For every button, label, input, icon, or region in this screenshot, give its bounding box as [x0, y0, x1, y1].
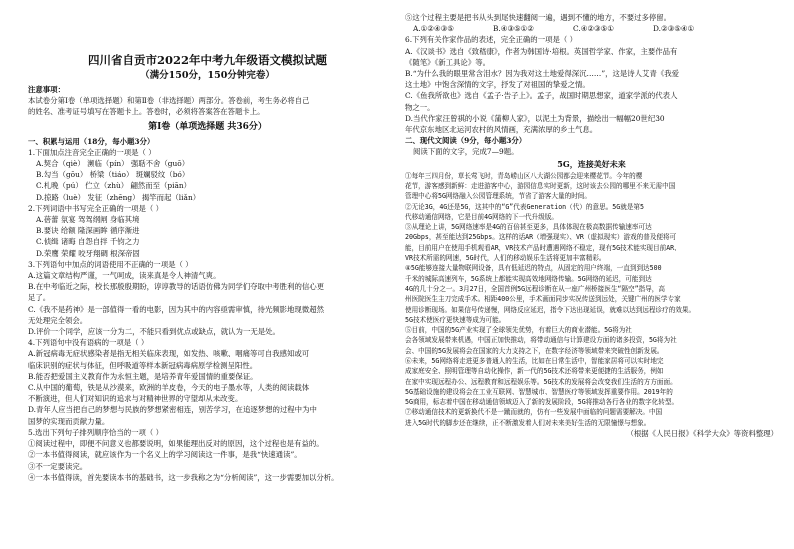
q3-line: 无处理完全领会。: [28, 315, 88, 325]
article-line: ⑤目前，中国的5G产业实现了全球领先优势，有着巨大的商业潜能。5G将为社: [405, 326, 632, 335]
article-line: 花节，游客感到新鲜：走进游客中心，游园信息实时更新，这时该去公园的哪里不来无需中国: [405, 181, 676, 190]
q3-line: 足了。: [28, 293, 51, 303]
q4-line: 不断演进，但人们对知识的追求与对精神世界的守望却从未改变。: [28, 394, 243, 404]
q6-line: 物之一。: [405, 102, 435, 112]
q5-line: ③不一定要读完。: [28, 461, 88, 471]
article-line: 会、中国的5G发展将会在国家的大力支持之下，在数字经济等领域带来突破性创新发展。: [405, 346, 664, 355]
article-line: ②无论3G，4G还是5G，这其中的“G”代表Generation（代）的意思。5G就是第5: [405, 202, 644, 211]
article-line: ①每年三四月份，草长莺飞时，青岛崂山区八大湖公园都会迎来樱花节。今年的樱: [405, 171, 643, 180]
q5-line: ①阅读过程中，即便不问意义也都要说明，如果能理出反对的原因，这个过程也是有益的。: [28, 439, 324, 449]
article-line: 管理中心将5G网络融入公园管理系统，节省了游客大量的时间。: [405, 192, 591, 201]
q1-option: D.掠路（luè） 发征（zhēng） 揭竿而起（liǎn）: [36, 192, 201, 202]
q5-option: C.④②③⑤①: [573, 24, 614, 34]
question-5: 5.选出下列句子排列顺序恰当的一项（ ）: [28, 427, 164, 437]
article-line: 20Gbps，甚至能达到25Gbps。这样的话AR（增强现实）、VR（虚拟现实）游戏的普及便将可: [405, 233, 677, 242]
q6-line: 这土地》中饱含深情的文字，抒发了对祖国的挚爱之情。: [405, 80, 590, 90]
question-4: 4.下列语句中没有语病的一项是（ ）: [28, 338, 149, 348]
q2-option: D.荣鹰 荣耀 咬牙翔碉 根深帝固: [36, 248, 140, 258]
question-3: 3.下列语句中加点的词语使用不正确的一项是（ ）: [28, 259, 193, 269]
article-line: 5G技术使医疗更快速等成为可能。: [405, 315, 506, 324]
article-line: 使用诊断现场。如果信号传递慢，网络反应延迟，指令下达出现延误，就难以达到远程诊疗的效果。: [405, 305, 696, 314]
q3-line: D.评价一个同学，应该一分为二，不能只看到优点或缺点，就认为一无是处。: [28, 327, 280, 337]
section2-heading: 二、现代文阅读（9分，每小题3分）: [405, 136, 527, 146]
q5-line: ⑤这个过程主要是把书从头到尾快速翻阅一遍，遇到不懂的地方，不要过多停留。: [405, 13, 672, 22]
q3-line: A.这篇文章结构严谨，一气呵成，读来真是令人神清气爽。: [28, 271, 221, 281]
article-line: 州医院医生主刀完成手术。相距400公里，手术画面同步实况传送到远处，关键广州的医学专家: [405, 295, 681, 304]
q1-option: A.契合（qiè） 濒临（pín） 强聒不舍（guō）: [36, 159, 190, 169]
exam-subtitle: （满分150分，150分钟完卷）: [140, 70, 275, 81]
notice-line: 本试卷分第Ⅰ卷（单项选择题）和第Ⅱ卷（非选择题）两部分。答卷前，考生务必将自己: [28, 96, 310, 106]
article-line: 能，目前用户在使用手机观看AR，VR技术产品时遭遇网络不稳定，现有5G技术能实现目前AR、: [405, 243, 681, 252]
article-line: 代移动通信网络，它是目前4G网络的下一代升级版。: [405, 212, 559, 221]
article-title: 5G，连接美好未来: [557, 158, 626, 169]
q4-line: B.能否把爱国主义教育作为永恒主题，是培养青年爱国情的重要保证。: [28, 371, 258, 381]
q5-line: ④一本书值得读，首先要读本书的基础书，这一步我称之为“分析阅读”，这一步需要加以分析。: [28, 472, 339, 482]
exam-title: 四川省自贡市2022年中考九年级语文模拟试题: [87, 53, 327, 67]
article-line: 进入5G时代的脚步还在继续，正不断激发着人们对未来美好生活的无限憧憬与想象。: [405, 418, 651, 427]
article-line: ④5G能够连接大量物联网设备，具有低延迟的特点，从固定的用户终端，一直到到达500: [405, 264, 662, 273]
q2-option: C.侦缉 诸晦 自怨自拌 千钧之力: [36, 237, 140, 247]
notice-heading: 注意事项：: [28, 85, 65, 94]
q1-option: C.札晚（pú） 伫立（zhù） 翩然而至（piān）: [36, 181, 192, 191]
q6-line: A.《汉谈书》选自《致嵇康》，作者为韩国诗·培根。英国哲学家、作家，主要作品有: [405, 46, 678, 56]
q4-line: 国梦的实现而贡献力量。: [28, 416, 110, 426]
article-line: 4G的几十分之一。3月27日，全国首例5G远程诊断在从一座广州桥接医生“隔空”指导，高: [405, 284, 665, 293]
q6-line: 《随笔》《新工具论》等。: [405, 57, 490, 67]
q4-line: D.青年人应当把自己的梦想与民族的梦想紧密相连，别苦学习，在追逐梦想的过程中为中: [28, 405, 317, 415]
q6-line: B.“为什么我的眼里常含泪水？因为我对这土地爱得深沉……”，这是诗人艾青《我爱: [405, 69, 680, 79]
article-line: 千米的城际高速列车，5G系统上都能实现高效地网络传输。5G网络的延迟，可能到达: [405, 274, 652, 283]
q6-line: D.当代作家汪曾祺的小说《蒲柳人家》，以泥土为背景，描绘出一幅幅20世纪30: [405, 113, 665, 123]
question-2: 2.下列词语中书写完全正确的一项是（ ）: [28, 203, 164, 213]
q5-option: B.④③⑤①②: [493, 24, 534, 34]
part1-heading: 第Ⅰ卷（单项选择题 共36分）: [148, 121, 267, 132]
question-6: 6.下列有关作家作品的表述，完全正确的一项是（ ）: [405, 35, 577, 45]
article-source: （根据《人民日报》《科学大众》等资料整理）: [626, 429, 778, 439]
article-line: ⑥未来，5G网络将走进更多普通人的生活，比如在日常生活中，智能家居将可以实时地完: [405, 356, 664, 365]
article-line: 会各领域发展带来机遇，中国正加快推动，将带动通信与计算建设方面的诸多投资，5G将为社: [405, 336, 677, 345]
article-line: 成家庭安全、照明管理等自动化操作，新一代的5G技术还将带来更便捷的生活服务，例如: [405, 367, 664, 376]
article-line: 在家中实现远程办公、远程教育和远程娱乐等。5G技术的发展将会改变我们生活的方方面面。: [405, 377, 677, 386]
q4-line: A.新冠病毒无症状感染者是指无相关临床表现，如发热、咳嗽、咽痛等可自我感知或可: [28, 349, 310, 359]
article-line: VR技术所需的网速，5G时代，人们的移动娱乐生活将更加丰富精彩。: [405, 254, 606, 263]
q4-line: 临床识别的症状与体征，但呼吸道等样本新冠病毒病原学检测呈阳性。: [28, 360, 258, 370]
article-line: ③从理论上讲，5G网络速率是4G的百倍甚至更多，具体体现在极高数据传输速率可达: [405, 223, 652, 232]
notice-line: 的姓名、准考证号填写在答题卡上。答卷时，必须将答案答在答题卡上。: [28, 107, 265, 117]
right-column: [397, 0, 794, 549]
q5-line: ②一本书值得阅读，就应该作为一个名义上的学习阅读这一件事，是我“快速通读”。: [28, 450, 302, 460]
q5-option: A.①②④③⑤: [413, 24, 454, 34]
q5-option: D.②③⑤④①: [653, 24, 695, 34]
q3-line: C.《我不是药神》是一部值得一看的电影，因为其中的内容亟需审慎，待光频影地现微超然: [28, 304, 324, 314]
section2-intro: 阅读下面的文字，完成7—9题。: [413, 147, 519, 157]
section1-heading: 一、积累与运用（18分，每小题3分）: [28, 136, 155, 146]
q2-option: B.要诀 给额 隆深画眸 循序渐进: [36, 226, 140, 236]
q6-line: 年代京东地区北运河农村的风情画，充满浓厚的乡土气息。: [405, 125, 598, 135]
article-line: ⑦移动通信技术的更新换代不是一蹴而就的，仿有一些发展中面临的问题需要解决。中国: [405, 408, 663, 417]
q1-option: B.勾当（gōu） 桥梁（tiáo） 斑斓驳纹（bó）: [36, 170, 190, 180]
q2-option: A.蓓蕾 氛宴 驾驾纲闸 身临其境: [36, 215, 140, 225]
q4-line: C.从中国的葡萄，铁是从沙漠来，欧洲的羊皮卷，今天的电子墨水等，人类的阅读载体: [28, 383, 310, 393]
q6-line: C.《鱼我所欲也》选自《孟子·告子上》。孟子，战国时期思想家，道家学派的代表人: [405, 91, 678, 101]
q3-line: B.在中考临近之际，校长那殷殷期盼，谆谆教导的话语仿佛为同学们夺取中考胜利的信心更: [28, 282, 325, 292]
question-1: 1.下面加点注音完全正确的一项是（ ）: [28, 147, 156, 157]
q5-options: [405, 23, 778, 34]
article-line: 5G商用，标志着中国在移动通信领域迈入了新的发展阶段，5G将推动各行各业的数字化转型。: [405, 398, 679, 407]
article-line: 5G基础设施的建设将会在工业互联网、智慧城市、智慧医疗等领域发挥重要作用。2019年的: [405, 387, 673, 396]
